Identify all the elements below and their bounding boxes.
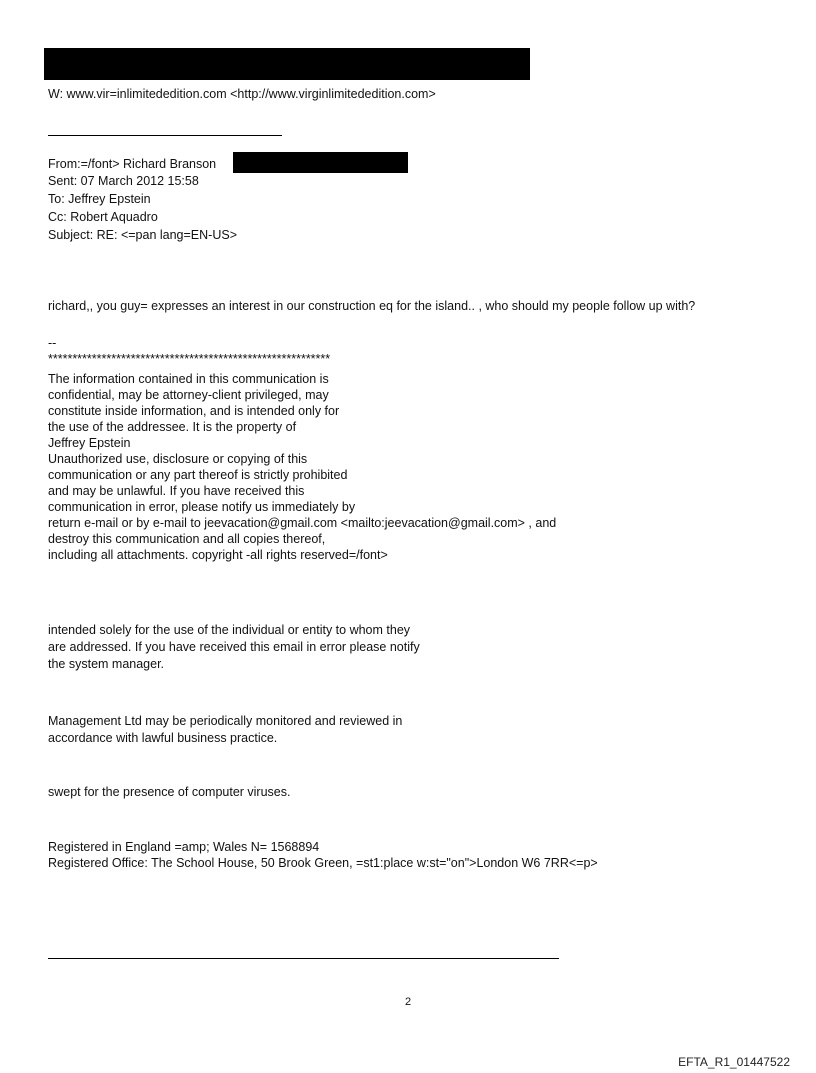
swept-line: swept for the presence of computer viruses. [48,785,291,799]
from-text: From:=/font> Richard Branson [48,157,217,171]
sent-line: Sent: 07 March 2012 15:58 [48,174,199,188]
disclaimer-line: Unauthorized use, disclosure or copying of this [48,452,308,466]
redaction-bar-from [233,152,408,173]
disclaimer-line: communication or any part thereof is strictly prohibited [48,468,348,482]
disclaimer-line: constitute inside information, and is intended only for [48,404,340,418]
intended-line: the system manager. [48,657,165,671]
disclaimer-line: Jeffrey Epstein [48,436,131,450]
disclaimer-line: the use of the addressee. It is the property of [48,420,297,434]
intended-line: are addressed. If you have received this email in error please notify [48,640,420,654]
redaction-bar-top [44,48,530,80]
disclaimer-line: and may be unlawful. If you have received this [48,484,305,498]
cc-line: Cc: Robert Aquadro [48,210,158,224]
registered-line: Registered in England =amp; Wales N= 1568894 [48,840,320,854]
disclaimer-line: including all attachments. copyright -all rights reserved=/font> [48,548,388,562]
header-separator [48,135,282,136]
disclaimer-line: confidential, may be attorney-client privileged, may [48,388,329,402]
intended-line: intended solely for the use of the individual or entity to whom they [48,623,411,637]
to-line: To: Jeffrey Epstein [48,192,151,206]
registered-line: Registered Office: The School House, 50 Brook Green, =st1:place w:st="on">London W6 7RR<=p> [48,856,598,870]
disclaimer-line: The information contained in this communication is [48,372,329,386]
disclaimer-line: destroy this communication and all copies thereof, [48,532,326,546]
from-line [48,157,216,173]
page-number: 2 [404,996,412,1008]
footer-separator [48,958,559,959]
website-line: W: www.vir=inlimitededition.com <http://www.virginlimitededition.com> [48,87,436,101]
signature-stars: ********************************************************** [48,352,331,366]
management-line: Management Ltd may be periodically monitored and reviewed in [48,714,403,728]
management-line: accordance with lawful business practice. [48,731,278,745]
disclaimer-line: communication in error, please notify us immediately by [48,500,356,514]
bates-stamp: EFTA_R1_01447522 [678,1055,790,1069]
email-body: richard,, you guy= expresses an interest in our construction eq for the island.. , who should my people follow up with? [48,299,696,313]
disclaimer-line: return e-mail or by e-mail to jeevacation@gmail.com <mailto:jeevacation@gmail.com> , and [48,516,557,530]
signature-dashes: -- [48,336,57,350]
subject-line: Subject: RE: <=pan lang=EN-US> [48,228,238,242]
